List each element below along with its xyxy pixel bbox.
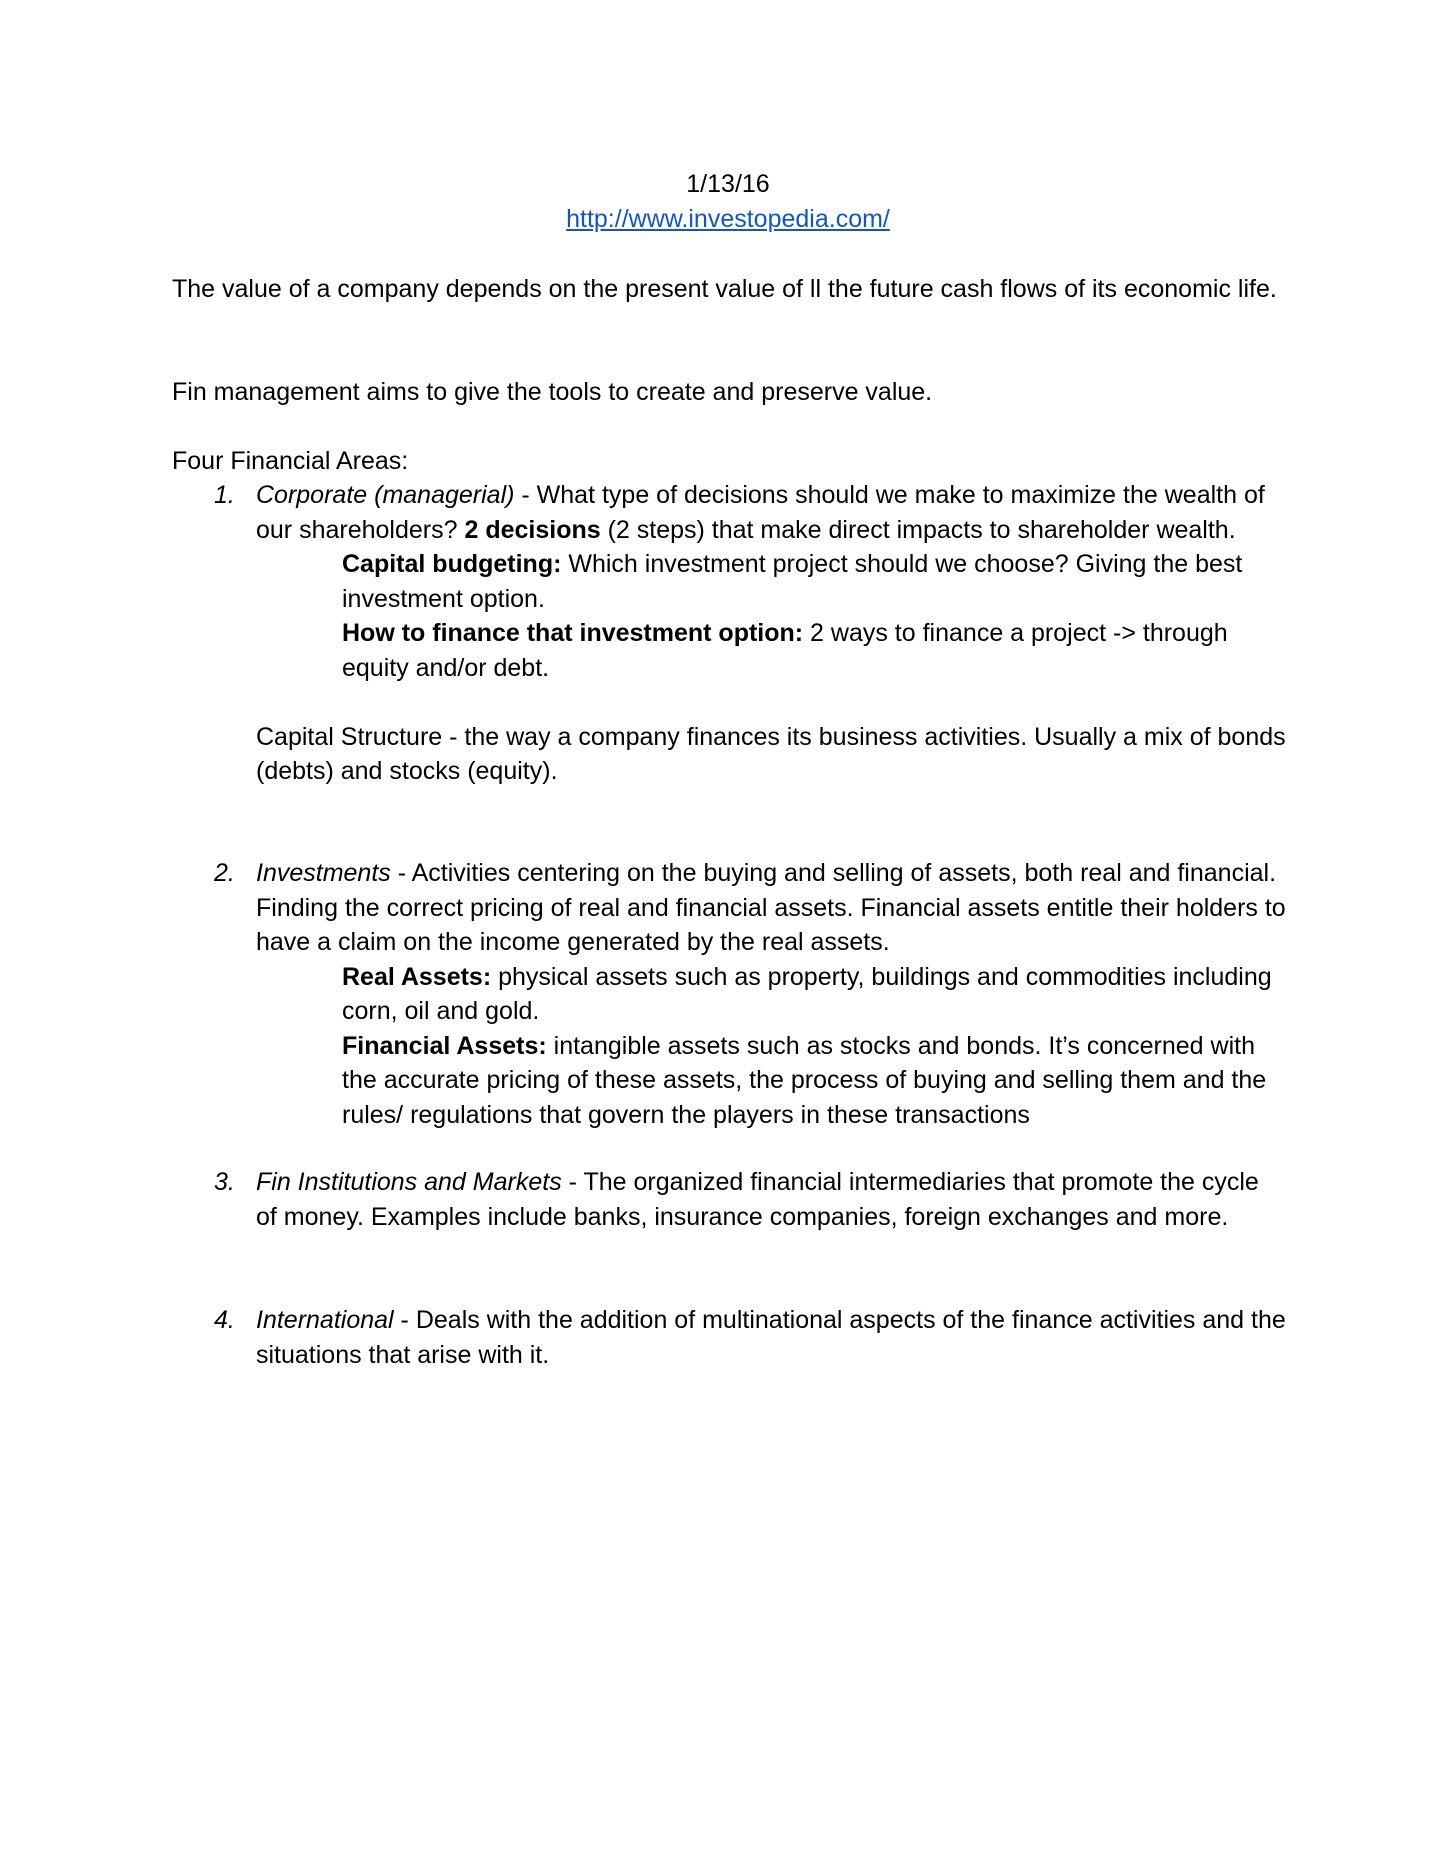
sub-item-label: How to finance that investment option: [342,619,804,647]
item-term: Investments [256,859,391,887]
item-text-continued: (2 steps) that make direct impacts to shareholder wealth. [600,515,1236,544]
document-header [0,167,1456,236]
sub-item-financing [342,616,1292,685]
list-number: 1. [214,481,235,509]
item-text: - What type of decisions should we make to maximize the wealth of our shareholders? [256,481,1265,544]
item-term: Fin Institutions and Markets [256,1168,562,1196]
list-number: 3. [214,1168,235,1196]
sub-item-real-assets [342,960,1292,1029]
intro-paragraph-2 [172,375,1302,410]
sub-item-financial-assets [342,1029,1292,1133]
item-body [256,478,1286,789]
item-description [256,478,1286,547]
list-number: 2. [214,859,235,887]
fin-management-paragraph: Fin management aims to give the tools to create and preserve value. [172,378,933,406]
list-item-corporate [172,478,1302,789]
sub-item-text: physical assets such as property, buildings and commodities including corn, oil and gold. [342,962,1272,1025]
list-item-international [172,1303,1302,1372]
list-item-investments [172,856,1302,1132]
source-link[interactable]: http://www.investopedia.com/ [566,204,890,233]
intro-paragraph [172,272,1302,307]
sub-item-label: Financial Assets: [342,1031,547,1060]
four-areas-heading: Four Financial Areas: [172,447,409,475]
list-heading [172,444,1302,479]
item-text: - Activities centering on the buying and selling of assets, both real and financial. Finding the correct pricing of real and financial assets. Financial assets entitle their holders to have a claim on the income generated by the real assets. [256,859,1286,956]
sub-item-text: 2 ways to finance a project -> through equity and/or debt. [342,619,1228,682]
item-description [256,1303,1286,1372]
item-bold-text: 2 decisions [464,515,601,544]
value-paragraph: The value of a company depends on the present value of ll the future cash flows of its economic life. [172,275,1277,303]
item-description [256,1165,1286,1234]
list-number: 4. [214,1306,235,1334]
sub-item-text: intangible assets such as stocks and bonds. It’s concerned with the accurate pricing of these assets, the process of buying and selling them and the rules/ regulations that govern the players in these transactions [342,1031,1267,1129]
sub-item-text: Which investment project should we choose? Giving the best investment option. [342,550,1243,613]
item-body [256,1165,1286,1234]
date-text: 1/13/16 [686,170,770,198]
sub-item-label: Capital budgeting: [342,550,562,578]
capital-structure-note: Capital Structure - the way a company finances its business activities. Usually a mix of bonds (debts) and stocks (equity). [256,722,1286,785]
item-body [256,856,1286,1132]
sub-item-label: Real Assets: [342,962,492,991]
item-body [256,1303,1286,1372]
item-text: - Deals with the addition of multinational aspects of the finance activities and the situations that arise with it. [256,1306,1286,1369]
item-text: - The organized financial intermediaries that promote the cycle of money. Examples include banks, insurance companies, foreign exchanges and more. [256,1168,1259,1231]
item-term: Corporate (managerial) [256,481,515,509]
item-term: International [256,1306,394,1334]
list-item-fin-institutions [172,1165,1302,1234]
item-description [256,856,1286,960]
sub-item-capital-budgeting [342,547,1292,616]
